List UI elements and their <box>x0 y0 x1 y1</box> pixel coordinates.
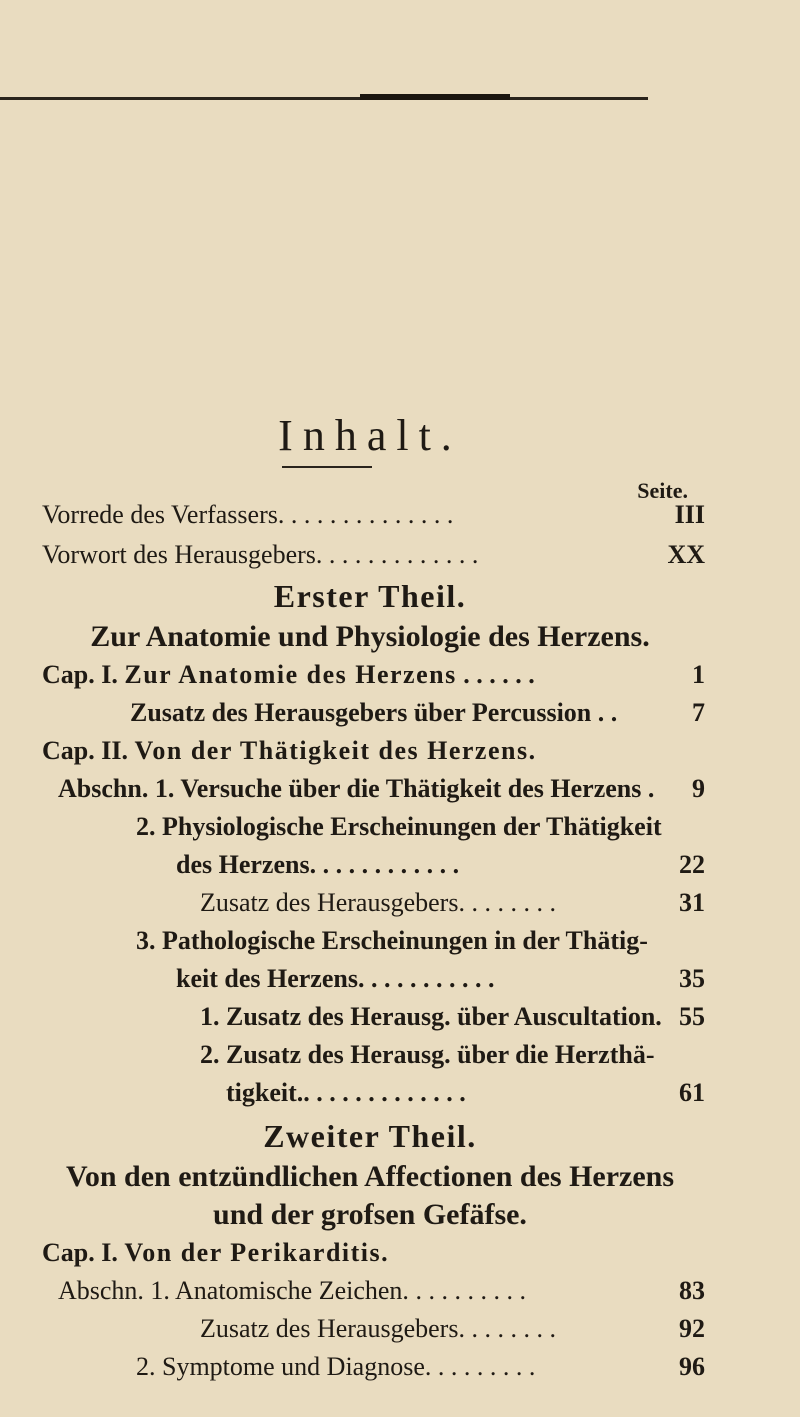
chapter-label: Cap. I. <box>42 1238 118 1267</box>
entry-text: Zusatz des Herausgebers. <box>200 1314 465 1343</box>
entry-text: Vorwort des Herausgebers <box>42 540 316 569</box>
part-subheading: und der grofsen Gefäfse. <box>213 1198 527 1231</box>
page-number: 7 <box>692 698 705 727</box>
toc-entry[interactable] <box>200 1040 655 1070</box>
part-subheading: Von den entzündlichen Affectionen des Herzens <box>65 1160 675 1193</box>
section-label: 2. <box>136 812 156 841</box>
entry-text: Von der Perikarditis. <box>124 1238 390 1267</box>
entry-text: Zusatz des Herausgebers. <box>200 888 465 917</box>
page-column-header: Seite. <box>637 478 688 503</box>
dot-leader: . . . . . . . . <box>437 1352 536 1381</box>
page-number: 9 <box>692 774 705 803</box>
page-number: 96 <box>679 1352 705 1381</box>
page-number: 61 <box>679 1078 705 1107</box>
page-title: Inhalt. <box>278 411 462 460</box>
part-heading: Zweiter Theil. <box>263 1118 477 1154</box>
toc-entry-continuation <box>176 964 494 994</box>
toc-entry-continuation <box>176 850 459 880</box>
top-rule <box>0 97 648 100</box>
toc-entry[interactable] <box>136 926 648 956</box>
page-number: 92 <box>679 1314 705 1343</box>
toc-entry[interactable] <box>200 1002 662 1032</box>
entry-text: Pathologische Erscheinungen in der Thätig- <box>162 926 648 955</box>
toc-entry[interactable] <box>130 698 617 728</box>
dot-leader: . . . . . . . . . . <box>370 964 495 993</box>
item-label: 2. <box>200 1040 220 1069</box>
page-number: 31 <box>679 888 705 917</box>
page-number: 83 <box>679 1276 705 1305</box>
entry-text: Von der Thätigkeit des Herzens. <box>134 736 537 765</box>
section-label: Abschn. 1. <box>58 1276 170 1305</box>
entry-text: Symptome und Diagnose. <box>162 1352 432 1381</box>
toc-entry-vorrede[interactable] <box>42 500 453 530</box>
toc-entry[interactable] <box>136 1352 535 1382</box>
page-number: 55 <box>679 1002 705 1031</box>
toc-entry[interactable] <box>42 1238 389 1268</box>
toc-entry[interactable] <box>136 812 662 842</box>
chapter-label: Cap. II. <box>42 736 128 765</box>
entry-text: Zur Anatomie des Herzens <box>124 660 457 689</box>
toc-entry[interactable] <box>58 774 654 804</box>
dot-leader: . . . . . . <box>463 660 535 689</box>
dot-leader: . . . . . . . . . . . . . . <box>277 500 454 529</box>
toc-entry[interactable] <box>42 660 535 690</box>
toc-entry[interactable] <box>42 736 537 766</box>
part-heading: Erster Theil. <box>273 578 467 614</box>
top-rule-thick <box>360 94 510 100</box>
dot-leader: . . . . . . . <box>471 1314 556 1343</box>
entry-text: keit des Herzens. <box>176 964 365 993</box>
part-subheading: Zur Anatomie und Physiologie des Herzens. <box>90 620 650 653</box>
dot-leader: . <box>647 774 655 803</box>
entry-text: Zusatz des Herausg. über Auscultation. <box>226 1002 662 1031</box>
chapter-label: Cap. I. <box>42 660 118 689</box>
item-label: 1. <box>200 1002 220 1031</box>
dot-leader: . . . . . . . . . . . . . <box>315 540 479 569</box>
section-label: 3. <box>136 926 156 955</box>
page-number: XX <box>667 540 705 569</box>
section-label: 2. <box>136 1352 156 1381</box>
toc-entry[interactable] <box>200 888 556 918</box>
entry-text: des Herzens. <box>176 850 317 879</box>
toc-entry-vorwort[interactable] <box>42 540 478 570</box>
entry-text: Vorrede des Verfassers <box>42 500 278 529</box>
dot-leader: . . . . . . . . . . . . . <box>303 1078 466 1107</box>
page-number: 22 <box>679 850 705 879</box>
page-number: 35 <box>679 964 705 993</box>
dot-leader: . . . . . . . <box>471 888 556 917</box>
entry-text: Zusatz des Herausg. über die Herzthä- <box>226 1040 655 1069</box>
entry-text: tigkeit. <box>226 1078 304 1107</box>
dot-leader: . . <box>597 698 618 727</box>
section-label: Abschn. 1. <box>58 774 175 803</box>
title-rule <box>282 466 372 468</box>
dot-leader: . . . . . . . . . <box>415 1276 526 1305</box>
entry-text: Versuche über die Thätigkeit des Herzens <box>180 774 642 803</box>
entry-text: Zusatz des Herausgebers über Percussion <box>130 698 592 727</box>
page-number: III <box>674 500 705 529</box>
dot-leader: . . . . . . . . . . . <box>322 850 460 879</box>
toc-entry-continuation <box>226 1078 466 1108</box>
toc-entry[interactable] <box>200 1314 556 1344</box>
entry-text: Physiologische Erscheinungen der Thätigkeit <box>162 812 662 841</box>
entry-text: Anatomische Zeichen. <box>175 1276 409 1305</box>
page-number: 1 <box>692 660 705 689</box>
toc-entry[interactable] <box>58 1276 526 1306</box>
